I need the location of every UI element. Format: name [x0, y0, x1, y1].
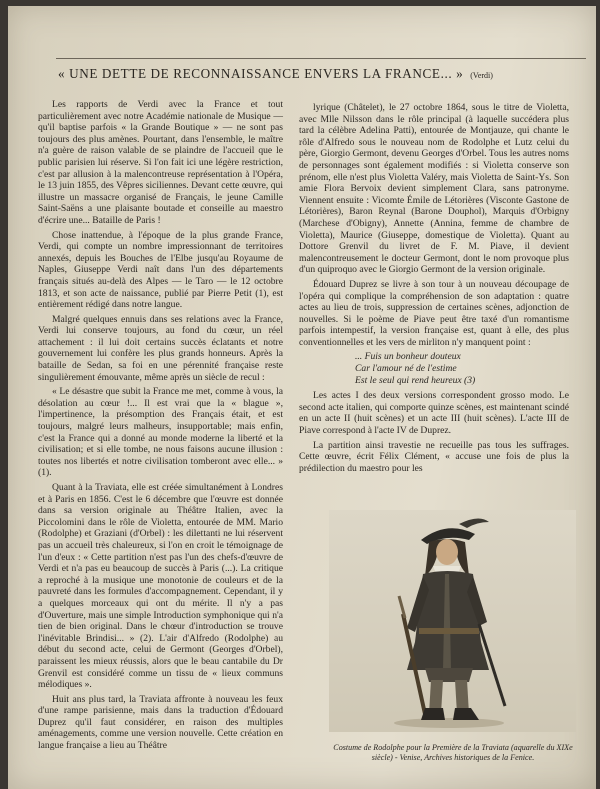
verse-line: Est le seul qui rend heureux (3) [355, 374, 476, 386]
paragraph: Les actes I des deux versions correspondent grosso modo. Le second acte italien, qui comporte quinze scènes, est maintenant scindé en un acte II (huit scènes) et un acte III (huit scènes). L'acte III de Piave correspond à l'acte IV de Duprez. [299, 390, 569, 437]
paragraph: Les rapports de Verdi avec la France et tout particulièrement avec notre Académie nationale de Musique — qu'il baptise parfois « la Grande Boutique » — ne sont pas toujours des plus amènes. Pourtant, dans l'ensemble, le maître n'a guère de raison valable de se plaindre de l'accueil que le public parisien lui réserve. Si l'on fait ici une légère restriction, c'est par allusion à la malencontreuse représentation à l'Opéra, le 13 juin 1855, des Vêpres siciliennes. Devant cette œuvre, qui illustre un massacre organisé de Français, le jeune Camille Saint-Saëns a une plaisante boutade et conseille au maestro d'écrire une... Bataille de Paris ! [38, 99, 283, 226]
paragraph: La partition ainsi travestie ne recueille pas tous les suffrages. Cette œuvre, écrit Félix Clément, « accuse une fois de plus la prédilection du maestro pour les [299, 439, 569, 474]
paragraph: Chose inattendue, à l'époque de la plus grande France, Verdi, qui compte un nombre impressionnant de territoires annexés, depuis les Bouches de l'Elbe jusqu'au Royaume de Naples, Giuseppe Verdi naît dans l'un des départements français situés au-delà des Alpes — le Taro — le 12 octobre 1813, et son acte de naissance, publié par Pierre Petit (1), est entièrement rédigé dans notre langue. [38, 229, 283, 311]
page-title [58, 66, 588, 82]
left-column [38, 99, 283, 755]
verse-line: ... Fuis un bonheur douteux [355, 351, 461, 363]
costume-figure-drawing [329, 510, 576, 732]
verse-line: Car l'amour né de l'estime [355, 363, 457, 375]
paragraph: Édouard Duprez se livre à son tour à un nouveau découpage de l'opéra qui complique la compréhension de son adaptation : quatre actes au lieu de trois, suppression de certaines scènes, adjonction de nouvelles. Si le poème de Piave peut être taxé d'un romantisme parfois intempestif, la version française est, quant à elle, des plus conventionnelles et les vers de mirliton n'y manquent point : [299, 278, 569, 348]
paragraph: Malgré quelques ennuis dans ses relations avec la France, Verdi lui conserve toujours, au fond du cœur, un réel attachement : il lui doit certains succès éclatants et notre gouvernement lui confère les plus grands honneurs. Après la bataille de Sedan, sa foi en une pérennité française reste singulièrement émouvante, même après un siècle de recul : [38, 313, 283, 383]
right-column [299, 102, 569, 477]
paragraph: « Le désastre que subit la France me met, comme à vous, la désolation au cœur !... Il est vrai que la « blague », l'impertinence, la présomption des Français était, et est toujours, malgré leurs malheurs, insupportable; mais enfin, c'est la France qui a donné au monde moderne la liberté et la civilisation; et si elle tombe, ne nous faisons aucune illusion : toutes nos libertés et notre civilisation tomberont avec elle... » (1). [38, 386, 283, 479]
paragraph: Quant à la Traviata, elle est créée simultanément à Londres et à Paris en 1856. C'est le 6 décembre que l'œuvre est donnée dans sa version originale au Théâtre Italien, avec la Piccolomini dans le rôle de Violetta, entourée de MM. Mario (Rodolphe) et Graziani (d'Orbel) : les dilettanti ne lui réservent pas un accueil très chaleureux, si l'on en croit le témoignage de l'un d'eux : « Cette partition n'est pas l'un des chefs-d'œuvre de Verdi et n'a pas eu beaucoup de succès à Paris (...). La critique a reproché à la musique une monotonie de couleurs et de la pauvreté dans les formules d'accompagnement. Cependant, il y a quelques morceaux qui ont du mérite. Il n'y a pas d'Ouverture, mais une simple Introduction symphonique qui n'a tien de bien original. Dans le chœur d'introduction se trouve l'inévitable Brindisi... » (2). L'air d'Alfredo (Rodolphe) au début du second acte, celui de Germont (Georges d'Orbel), paraissent les mieux réussis, alors que le beau cantabile du Dr Grenvil est considéré comme un tissu de « lieux communs mélodiques ». [38, 482, 283, 691]
title-main: « UNE DETTE DE RECONNAISSANCE ENVERS LA FRANCE... » [58, 66, 464, 81]
costume-illustration [329, 510, 576, 732]
title-attribution: (Verdi) [470, 71, 493, 80]
verse-quote [355, 351, 569, 386]
illustration-caption: Costume de Rodolphe pour la Première de la Traviata (aquarelle du XIXe siècle) - Venise, Archives historiques de la Fenice. [333, 743, 573, 762]
title-rule [56, 58, 586, 59]
paragraph: lyrique (Châtelet), le 27 octobre 1864, sous le titre de Violetta, avec Mlle Nilsson dans le rôle principal (à laquelle succédera plus tard la célèbre Adelina Patti), entourée de Montjauze, qui chante le rôle d'Alfredo sous le nouveau nom de Rodolphe et Lutz celui du père, Giorgio Germont, devenu Georges d'Orbel. Tous les autres noms de personnages sont également modifiés : si Violetta conserve son prénom, elle n'est plus Violetta Valéry, mais Violetta de Saint-Ys. Son amie Flora Bervoix devient simplement Clara, sans patronyme. Viennent ensuite : Vicomte Émile de Létorières (Visconte Gastone de Létorières), Baron Reynal (Barone Douphol), Marquis d'Orbigny (Marchese d'Obigny), Annette (Annina, femme de chambre de Violetta), Maurice (Giuseppe, domestique de Violetta). Quant au Dottore Grenvil du livret de F. M. Piave, il devient malencontreusement le docteur Germont, dont le nom provoque plus d'un quiproquo avec le Giorgio Germont de la version originale. [299, 102, 569, 276]
book-page [8, 6, 596, 789]
paragraph: Huit ans plus tard, la Traviata affronte à nouveau les feux d'une rampe parisienne, mais dans la traduction d'Édouard Duprez qu'il faut considérer, en raison des multiples aménagements, comme une version nouvelle. Cette création en langue française a lieu au Théâtre [38, 693, 283, 752]
